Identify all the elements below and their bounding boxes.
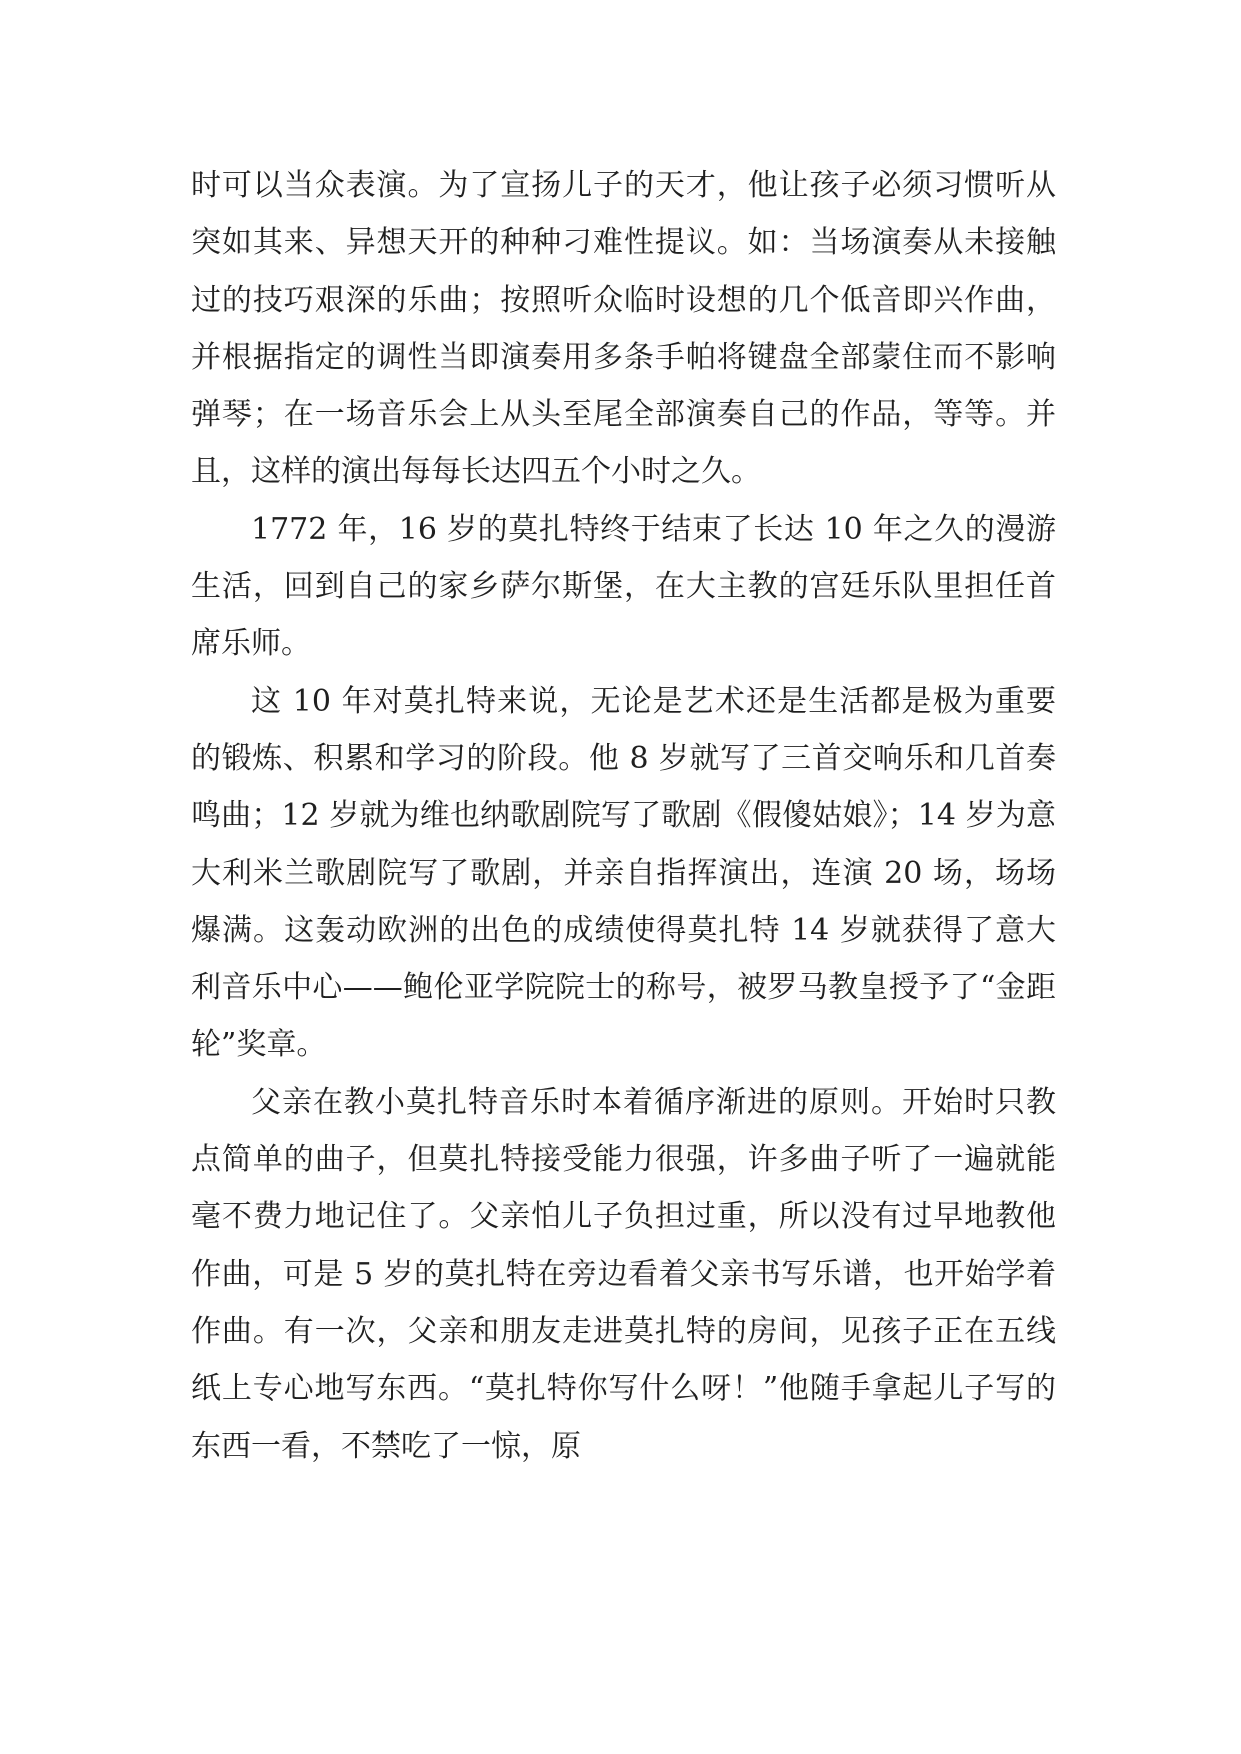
paragraph-ten-years: 这 10 年对莫扎特来说，无论是艺术还是生活都是极为重要的锻炼、积累和学习的阶段。他 8 岁就写了三首交响乐和几首奏鸣曲；12 岁就为维也纳歌剧院写了歌剧《假傻姑娘》；14 岁为意大利米兰歌剧院写了歌剧，并亲自指挥演出，连演 20 场，场场爆满。这轰动欧洲的出色的成绩使得莫扎特 14 岁就获得了意大利音乐中心——鲍伦亚学院院士的称号，被罗马教皇授予了“金距轮”奖章。 <box>191 683 1056 1063</box>
paragraph-continuation: 时可以当众表演。为了宣扬儿子的天才，他让孩子必须习惯听从突如其来、异想天开的种种刁难性提议。如：当场演奏从未接触过的技巧艰深的乐曲；按照听众临时设想的几个低音即兴作曲，并根据指定的调性当即演奏用多条手帕将键盘全部蒙住而不影响弹琴；在一场音乐会上从头至尾全部演奏自己的作品，等等。并且，这样的演出每每长达四五个小时之久。 <box>191 168 1056 490</box>
paragraph-father-teaching: 父亲在教小莫扎特音乐时本着循序渐进的原则。开始时只教点简单的曲子，但莫扎特接受能力很强，许多曲子听了一遍就能毫不费力地记住了。父亲怕儿子负担过重，所以没有过早地教他作曲，可是 5 岁的莫扎特在旁边看着父亲书写乐谱，也开始学着作曲。有一次，父亲和朋友走进莫扎特的房间，见孩子正在五线纸上专心地写东西。“莫扎特你写什么呀！”他随手拿起儿子写的东西一看，不禁吃了一惊，原 <box>191 1084 1056 1464</box>
body-text <box>191 157 1056 1475</box>
paragraph-1772-return: 1772 年，16 岁的莫扎特终于结束了长达 10 年之久的漫游生活，回到自己的家乡萨尔斯堡，在大主教的宫廷乐队里担任首席乐师。 <box>191 511 1056 662</box>
